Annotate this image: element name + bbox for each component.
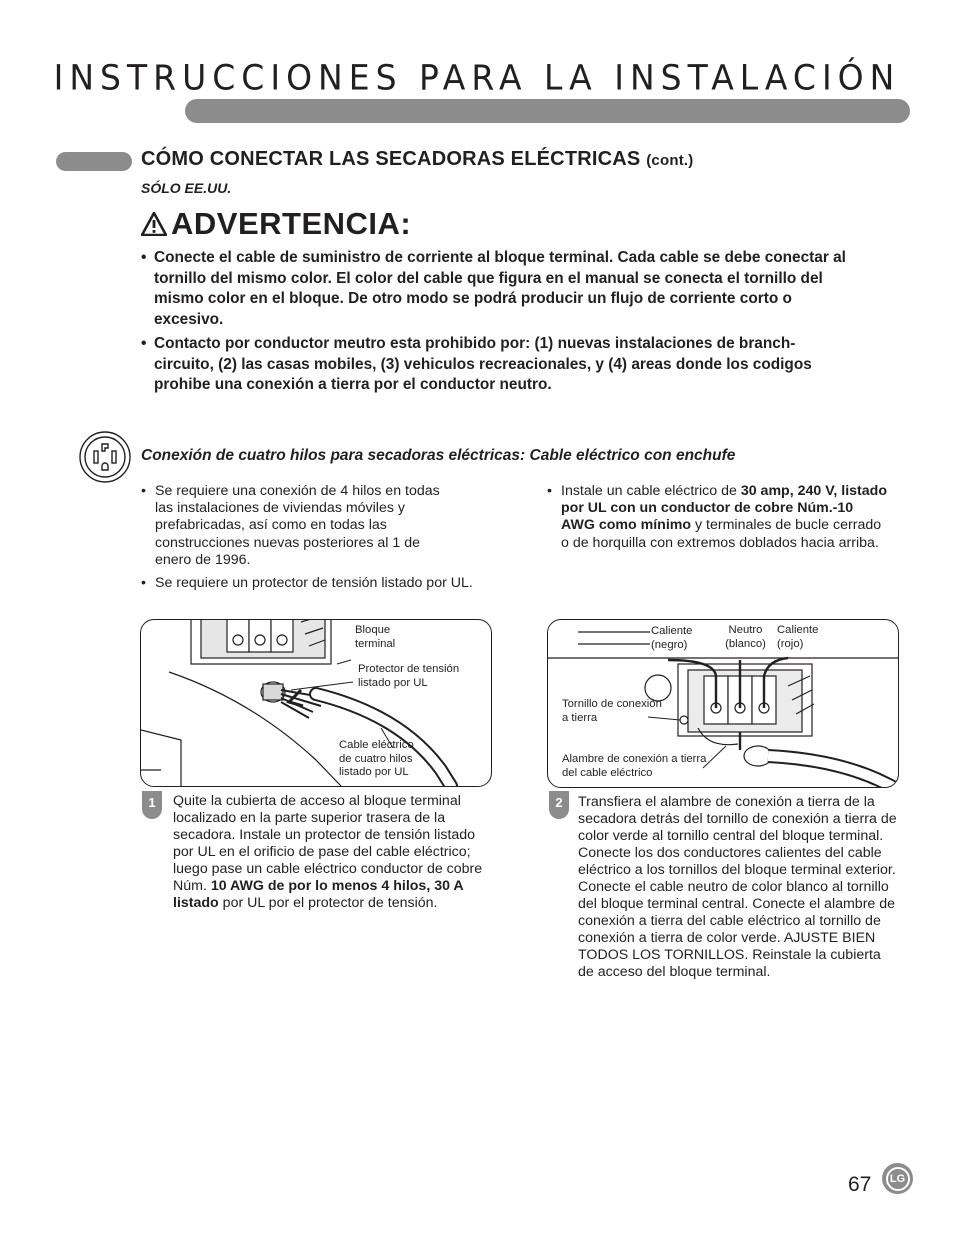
four-wire-heading: Conexión de cuatro hilos para secadoras eléctricas: Cable eléctrico con enchufe [141, 447, 736, 464]
cord-spec-bold: 30 amp, 240 V, listado por UL con un conductor de cobre Núm.-10 AWG como mínimo [561, 483, 887, 534]
lg-logo [882, 1163, 913, 1194]
section-marker [56, 152, 132, 171]
label-neutral-white: Neutro (blanco) [725, 624, 766, 650]
label-hot-red: Caliente (rojo) [777, 624, 819, 650]
step-1-number: 1 [142, 791, 162, 819]
warning-heading-text: ADVERTENCIA: [171, 206, 412, 241]
requirement-item [547, 483, 887, 552]
title-bar [185, 99, 910, 123]
warning-icon [141, 212, 167, 236]
step-1-text [173, 793, 493, 912]
step-2-text: Transfiera el alambre de conexión a tierra de la secadora detrás del tornillo de conexión a tierra de color verde al tornillo central del bloque terminal. Conecte los dos conductores calientes del cable eléctrico a los tornillos del bloque terminal exterior. Conecte el cable neutro de color blanco al tornillo del bloque terminal central. Conecte el alambre de conexión a tierra del cable eléctrico al tornillo de conexión a tierra de color verde. AJUSTE BIEN TODOS LOS TORNILLOS. Reinstale la cubierta de acceso del bloque terminal. [578, 794, 897, 980]
figure-2-terminal-wiring [547, 619, 899, 788]
right-requirements-list [547, 483, 887, 558]
requirement-item: • Se requiere una conexión de 4 hilos en todas las instalaciones de viviendas móviles y prefabricadas, así como en todas las construcciones nuevas posteriores al 1 de enero de 1996. [141, 483, 460, 569]
lg-logo-text: LG [886, 1167, 910, 1191]
step-1-text-bold: 10 AWG de por lo menos 4 hilos, 30 A listado [173, 878, 464, 911]
four-prong-outlet-icon [78, 430, 132, 484]
warning-list [141, 248, 861, 400]
label-terminal-block: Bloque terminal [355, 624, 396, 650]
section-subheading: SÓLO EE.UU. [141, 180, 232, 196]
label-ground-screw: Tornillo de conexión a tierra [562, 698, 662, 724]
step-1-text-end: por UL por el protector de tensión. [218, 895, 438, 911]
section-heading-text: CÓMO CONECTAR LAS SECADORAS ELÉCTRICAS [141, 148, 641, 170]
requirement-item: • Se requiere un protector de tensión listado por UL. [141, 575, 501, 592]
section-heading-suffix: (cont.) [646, 152, 694, 169]
label-power-cord: Cable eléctrico de cuatro hilos listado por UL [339, 739, 414, 779]
figure-1-illustration [141, 620, 491, 786]
page-title: INSTRUCCIONES PARA LA INSTALACIÓN [53, 57, 901, 98]
label-strain-relief: Protector de tensión listado por UL [358, 663, 460, 689]
left-requirements-list [141, 483, 501, 598]
page-number: 67 [848, 1173, 872, 1196]
section-heading [141, 148, 693, 171]
figure-1-terminal-block [140, 619, 492, 787]
warning-item: • Conecte el cable de suministro de corriente al bloque terminal. Cada cable se debe conectar al tornillo del mismo color. El color del cable que figura en el manual se conecta el tornillo del mismo color en el bloque. De otro modo se podrá producir un flujo de corriente corto o excesivo. [141, 248, 854, 330]
warning-heading [141, 206, 411, 242]
step-2-number: 2 [549, 791, 569, 819]
cord-spec-text-end: y terminales de bucle cerrado o de horquilla con extremos doblados hacia arriba. [561, 517, 882, 551]
cord-spec-text: Instale un cable eléctrico de [561, 483, 741, 499]
label-hot-black: Caliente (negro) [651, 625, 693, 651]
label-ground-wire: Alambre de conexión a tierra del cable eléctrico [562, 753, 707, 779]
step-1-text-start: Quite la cubierta de acceso al bloque terminal localizado en la parte superior trasera de la secadora. Instale un protector de tensión listado por UL en el orificio de pase del cable eléctrico; luego pase un cable eléctrico conductor de cobre Núm. [173, 793, 483, 894]
warning-item: • Contacto por conductor meutro esta prohibido por: (1) nuevas instalaciones de branch-circuito, (2) las casas mobiles, (3) vehiculos recreacionales, y (4) areas donde los codigos prohibe una conexión a tierra por el conductor neutro. [141, 334, 844, 396]
